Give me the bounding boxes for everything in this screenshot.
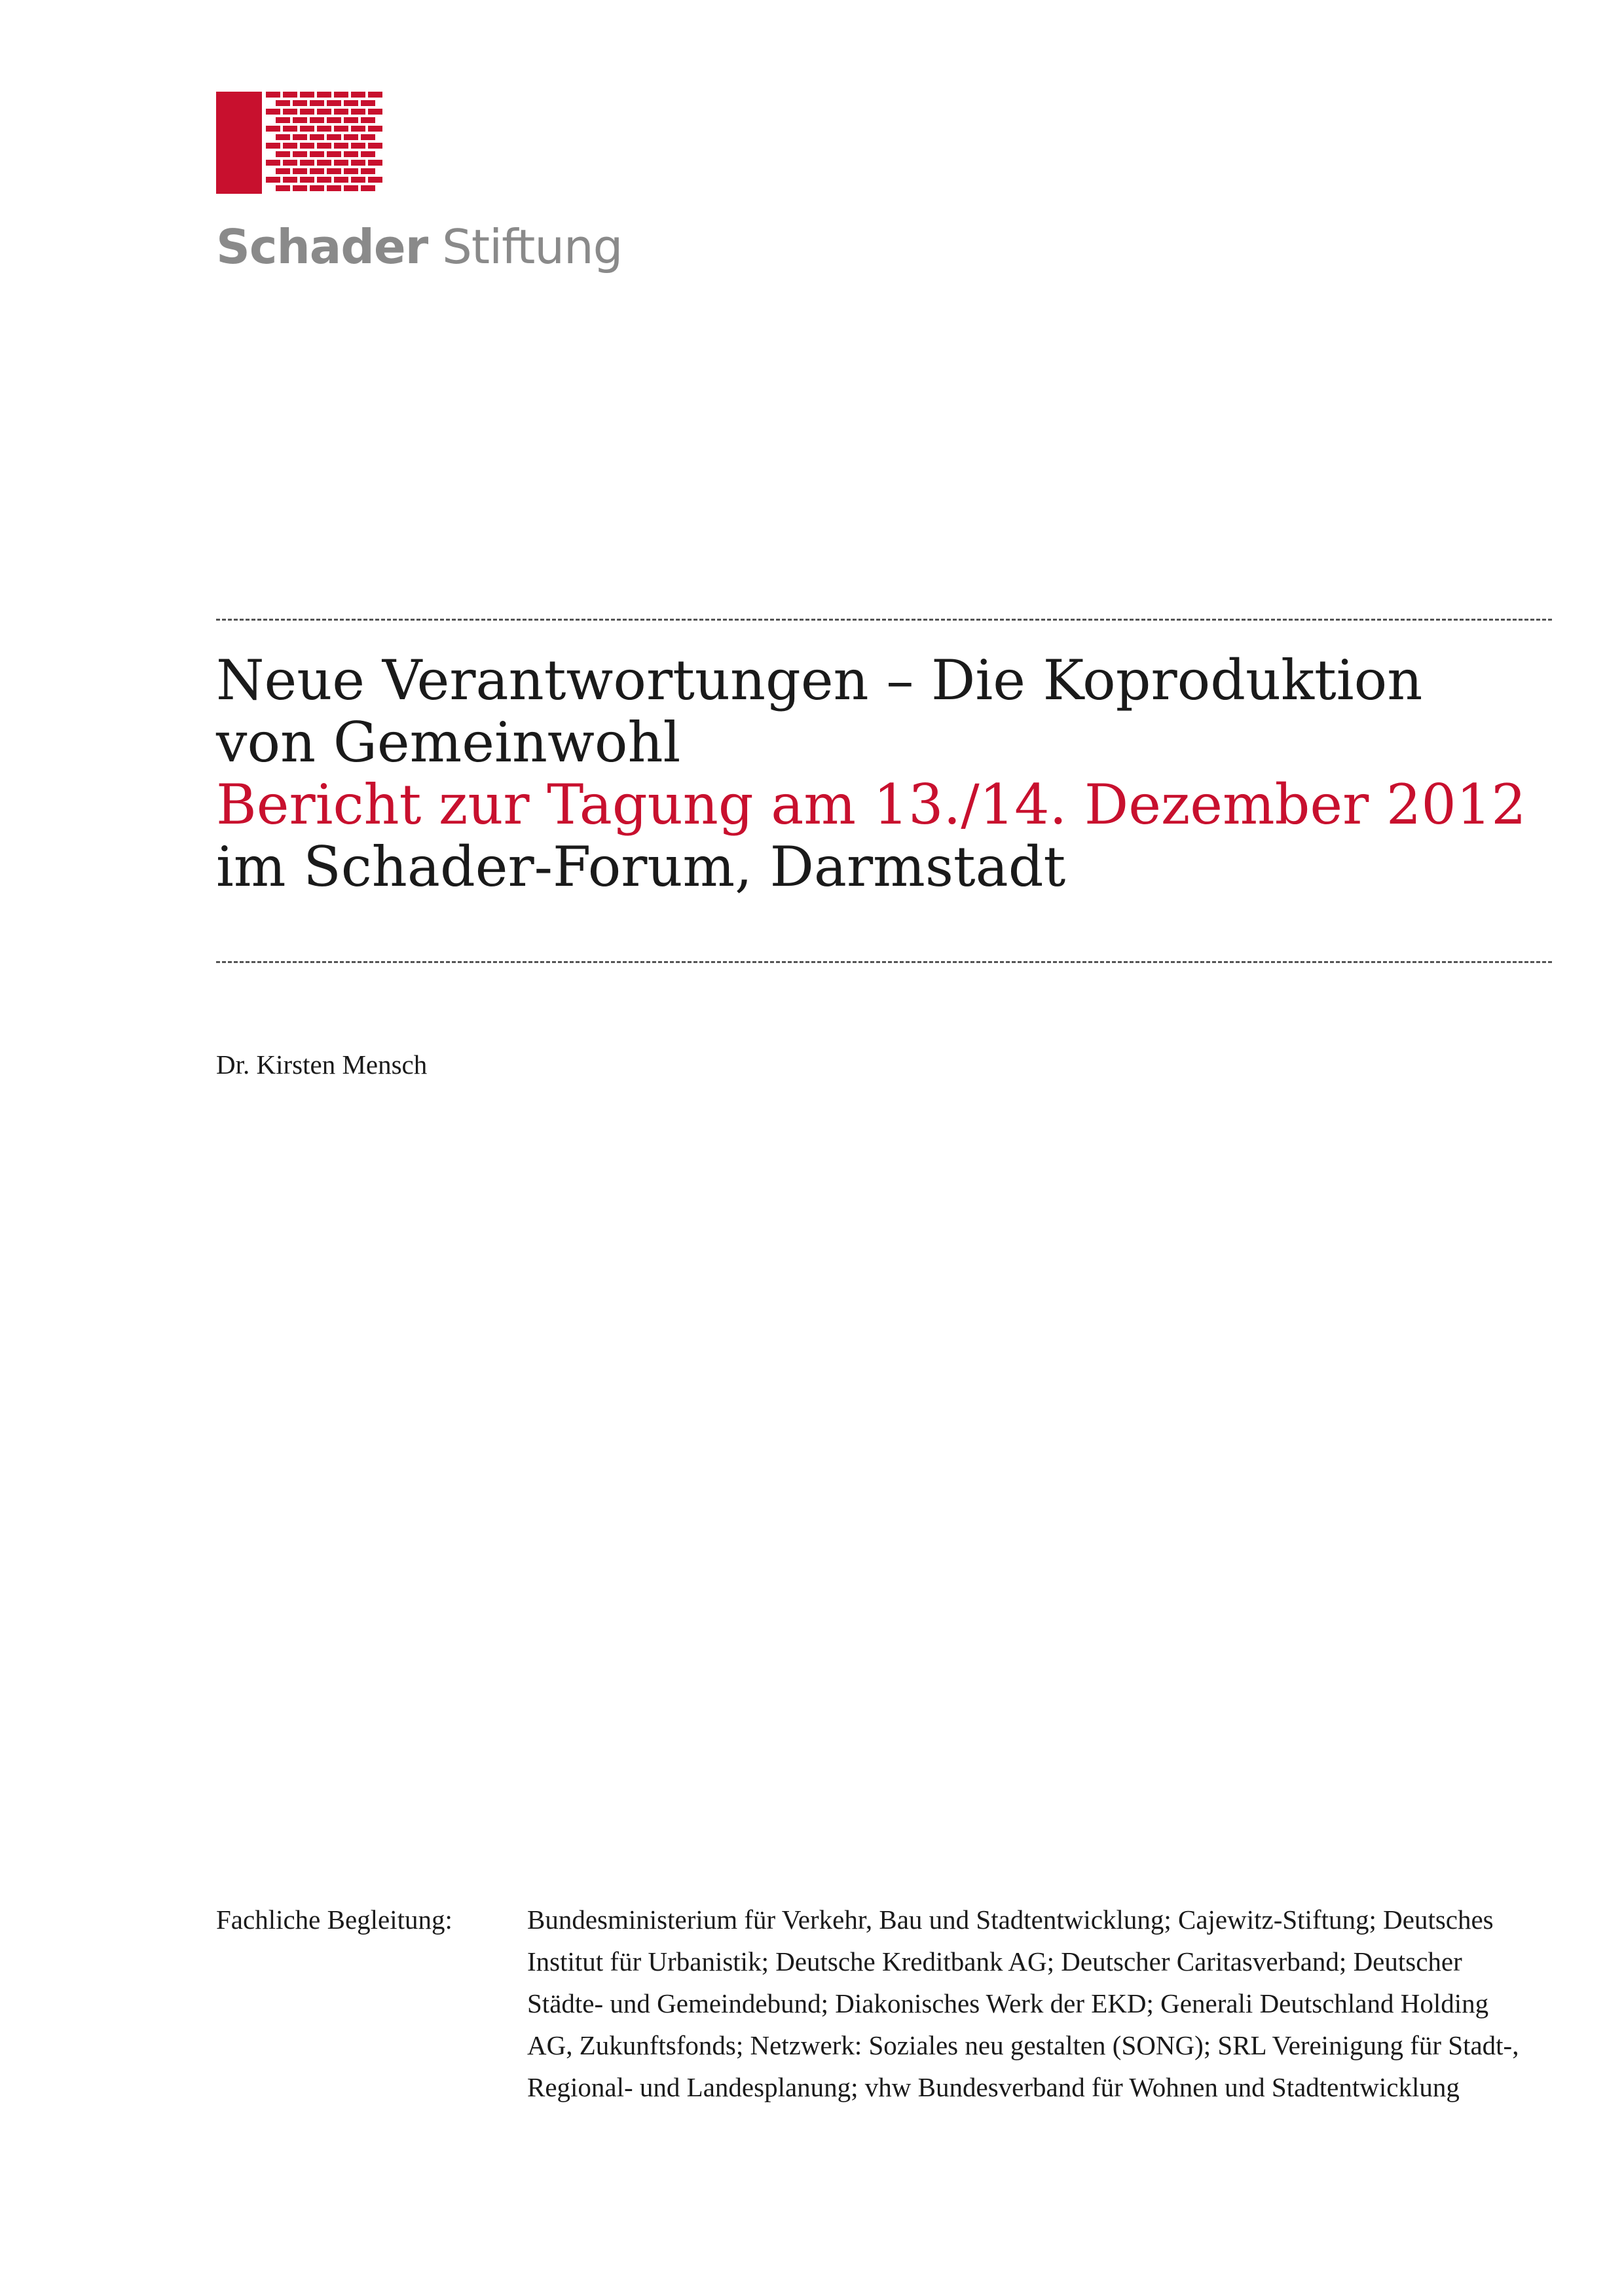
logo-checker-cell bbox=[276, 117, 290, 123]
logo-checker-cell bbox=[361, 151, 375, 157]
logo-checker-cell bbox=[361, 134, 375, 140]
support-line: Bundesministerium für Verkehr, Bau und Stadtentwicklung; Cajewitz-Stiftung; Deutsches bbox=[527, 1904, 1494, 1935]
logo-checker-cell bbox=[368, 109, 382, 115]
logo-checker-cell bbox=[327, 117, 341, 123]
schader-checker-logo-icon bbox=[216, 92, 386, 194]
logo-checker-cell bbox=[351, 143, 365, 149]
logo-checker-cell bbox=[310, 185, 324, 191]
logo-checker-cell bbox=[293, 185, 307, 191]
logo-wordmark-regular: Stiftung bbox=[442, 219, 623, 274]
logo-checker-cell bbox=[276, 185, 290, 191]
logo-checker-cell bbox=[334, 143, 348, 149]
support-line: AG, Zukunftsfonds; Netzwerk: Soziales neu gestalten (SONG); SRL Vereinigung für Stadt-, bbox=[527, 2030, 1519, 2060]
logo-checker-cell bbox=[368, 160, 382, 166]
logo-checker-cell bbox=[327, 168, 341, 174]
logo-checker-cell bbox=[283, 143, 297, 149]
logo-checker-cell bbox=[361, 100, 375, 106]
logo-checker-cell bbox=[283, 92, 297, 98]
logo-wordmark-bold: Schader bbox=[216, 219, 428, 274]
logo-checker-cell bbox=[283, 126, 297, 132]
logo-checker-cell bbox=[351, 109, 365, 115]
logo-checker-cell bbox=[300, 109, 314, 115]
bottom-dashed-divider bbox=[216, 961, 1552, 963]
logo-checker-cell bbox=[293, 100, 307, 106]
logo-checker-cell bbox=[361, 117, 375, 123]
logo-checker-cell bbox=[368, 126, 382, 132]
title-subtitle-date: Bericht zur Tagung am 13./14. Dezember 2012 bbox=[216, 773, 1526, 837]
report-title bbox=[216, 649, 1552, 898]
logo-checker-cell bbox=[344, 134, 358, 140]
logo-checker-cell bbox=[327, 100, 341, 106]
logo-checker-cell bbox=[266, 160, 280, 166]
logo-checker-cell bbox=[344, 185, 358, 191]
logo-checker-cell bbox=[351, 160, 365, 166]
logo-checker-cell bbox=[327, 151, 341, 157]
logo-checker-cell bbox=[310, 151, 324, 157]
top-dashed-divider bbox=[216, 619, 1552, 621]
logo-checker-cell bbox=[317, 92, 331, 98]
logo-checker-cell bbox=[334, 177, 348, 183]
logo-checker-cell bbox=[266, 126, 280, 132]
logo-checker-cell bbox=[266, 177, 280, 183]
logo-checker-cell bbox=[283, 177, 297, 183]
logo-checker-cell bbox=[334, 160, 348, 166]
logo-checker-cell bbox=[283, 160, 297, 166]
support-line: Städte- und Gemeindebund; Diakonisches Werk der EKD; Generali Deutschland Holding bbox=[527, 1988, 1489, 2018]
logo-checker-cell bbox=[266, 143, 280, 149]
logo-checker-cell bbox=[300, 143, 314, 149]
schader-stiftung-logo bbox=[216, 92, 623, 282]
logo-checker-cell bbox=[344, 117, 358, 123]
logo-checker-cell bbox=[351, 92, 365, 98]
support-line: Institut für Urbanistik; Deutsche Kreditbank AG; Deutscher Caritasverband; Deutscher bbox=[527, 1946, 1462, 1977]
logo-checker-cell bbox=[293, 117, 307, 123]
logo-checker-cell bbox=[276, 134, 290, 140]
logo-checker-cell bbox=[317, 143, 331, 149]
support-line: Regional- und Landesplanung; vhw Bundesverband für Wohnen und Stadtentwicklung bbox=[527, 2072, 1460, 2102]
logo-checker-cell bbox=[310, 117, 324, 123]
logo-solid-block bbox=[216, 92, 262, 194]
logo-checker-cell bbox=[310, 168, 324, 174]
logo-checker-cell bbox=[351, 126, 365, 132]
logo-checker-cell bbox=[293, 168, 307, 174]
logo-checker-pattern bbox=[266, 92, 382, 191]
logo-wordmark bbox=[216, 219, 622, 274]
title-location: im Schader-Forum, Darmstadt bbox=[216, 835, 1066, 899]
logo-checker-cell bbox=[344, 151, 358, 157]
support-partners-text bbox=[527, 1899, 1575, 2108]
logo-checker-cell bbox=[266, 109, 280, 115]
logo-checker-cell bbox=[276, 151, 290, 157]
logo-checker-cell bbox=[300, 177, 314, 183]
logo-checker-cell bbox=[293, 151, 307, 157]
logo-checker-cell bbox=[300, 126, 314, 132]
logo-checker-cell bbox=[327, 185, 341, 191]
logo-checker-cell bbox=[276, 100, 290, 106]
support-label: Fachliche Begleitung: bbox=[216, 1904, 452, 1935]
logo-checker-cell bbox=[351, 177, 365, 183]
logo-checker-cell bbox=[283, 109, 297, 115]
logo-checker-cell bbox=[310, 100, 324, 106]
logo-checker-cell bbox=[368, 143, 382, 149]
logo-checker-cell bbox=[344, 100, 358, 106]
logo-checker-cell bbox=[276, 168, 290, 174]
logo-checker-cell bbox=[334, 92, 348, 98]
logo-checker-cell bbox=[334, 126, 348, 132]
logo-checker-cell bbox=[300, 160, 314, 166]
logo-checker-cell bbox=[368, 177, 382, 183]
title-line-1: Neue Verantwortungen – Die Koproduktion bbox=[216, 648, 1423, 712]
logo-checker-cell bbox=[317, 109, 331, 115]
logo-checker-cell bbox=[344, 168, 358, 174]
logo-checker-cell bbox=[368, 92, 382, 98]
logo-checker-cell bbox=[266, 92, 280, 98]
title-line-2: von Gemeinwohl bbox=[216, 710, 681, 774]
logo-checker-cell bbox=[361, 185, 375, 191]
logo-checker-cell bbox=[293, 134, 307, 140]
logo-checker-cell bbox=[361, 168, 375, 174]
logo-checker-cell bbox=[317, 177, 331, 183]
logo-checker-cell bbox=[300, 92, 314, 98]
logo-checker-cell bbox=[317, 126, 331, 132]
author-name: Dr. Kirsten Mensch bbox=[216, 1049, 428, 1080]
logo-checker-cell bbox=[317, 160, 331, 166]
logo-checker-cell bbox=[334, 109, 348, 115]
logo-checker-cell bbox=[327, 134, 341, 140]
logo-checker-cell bbox=[310, 134, 324, 140]
